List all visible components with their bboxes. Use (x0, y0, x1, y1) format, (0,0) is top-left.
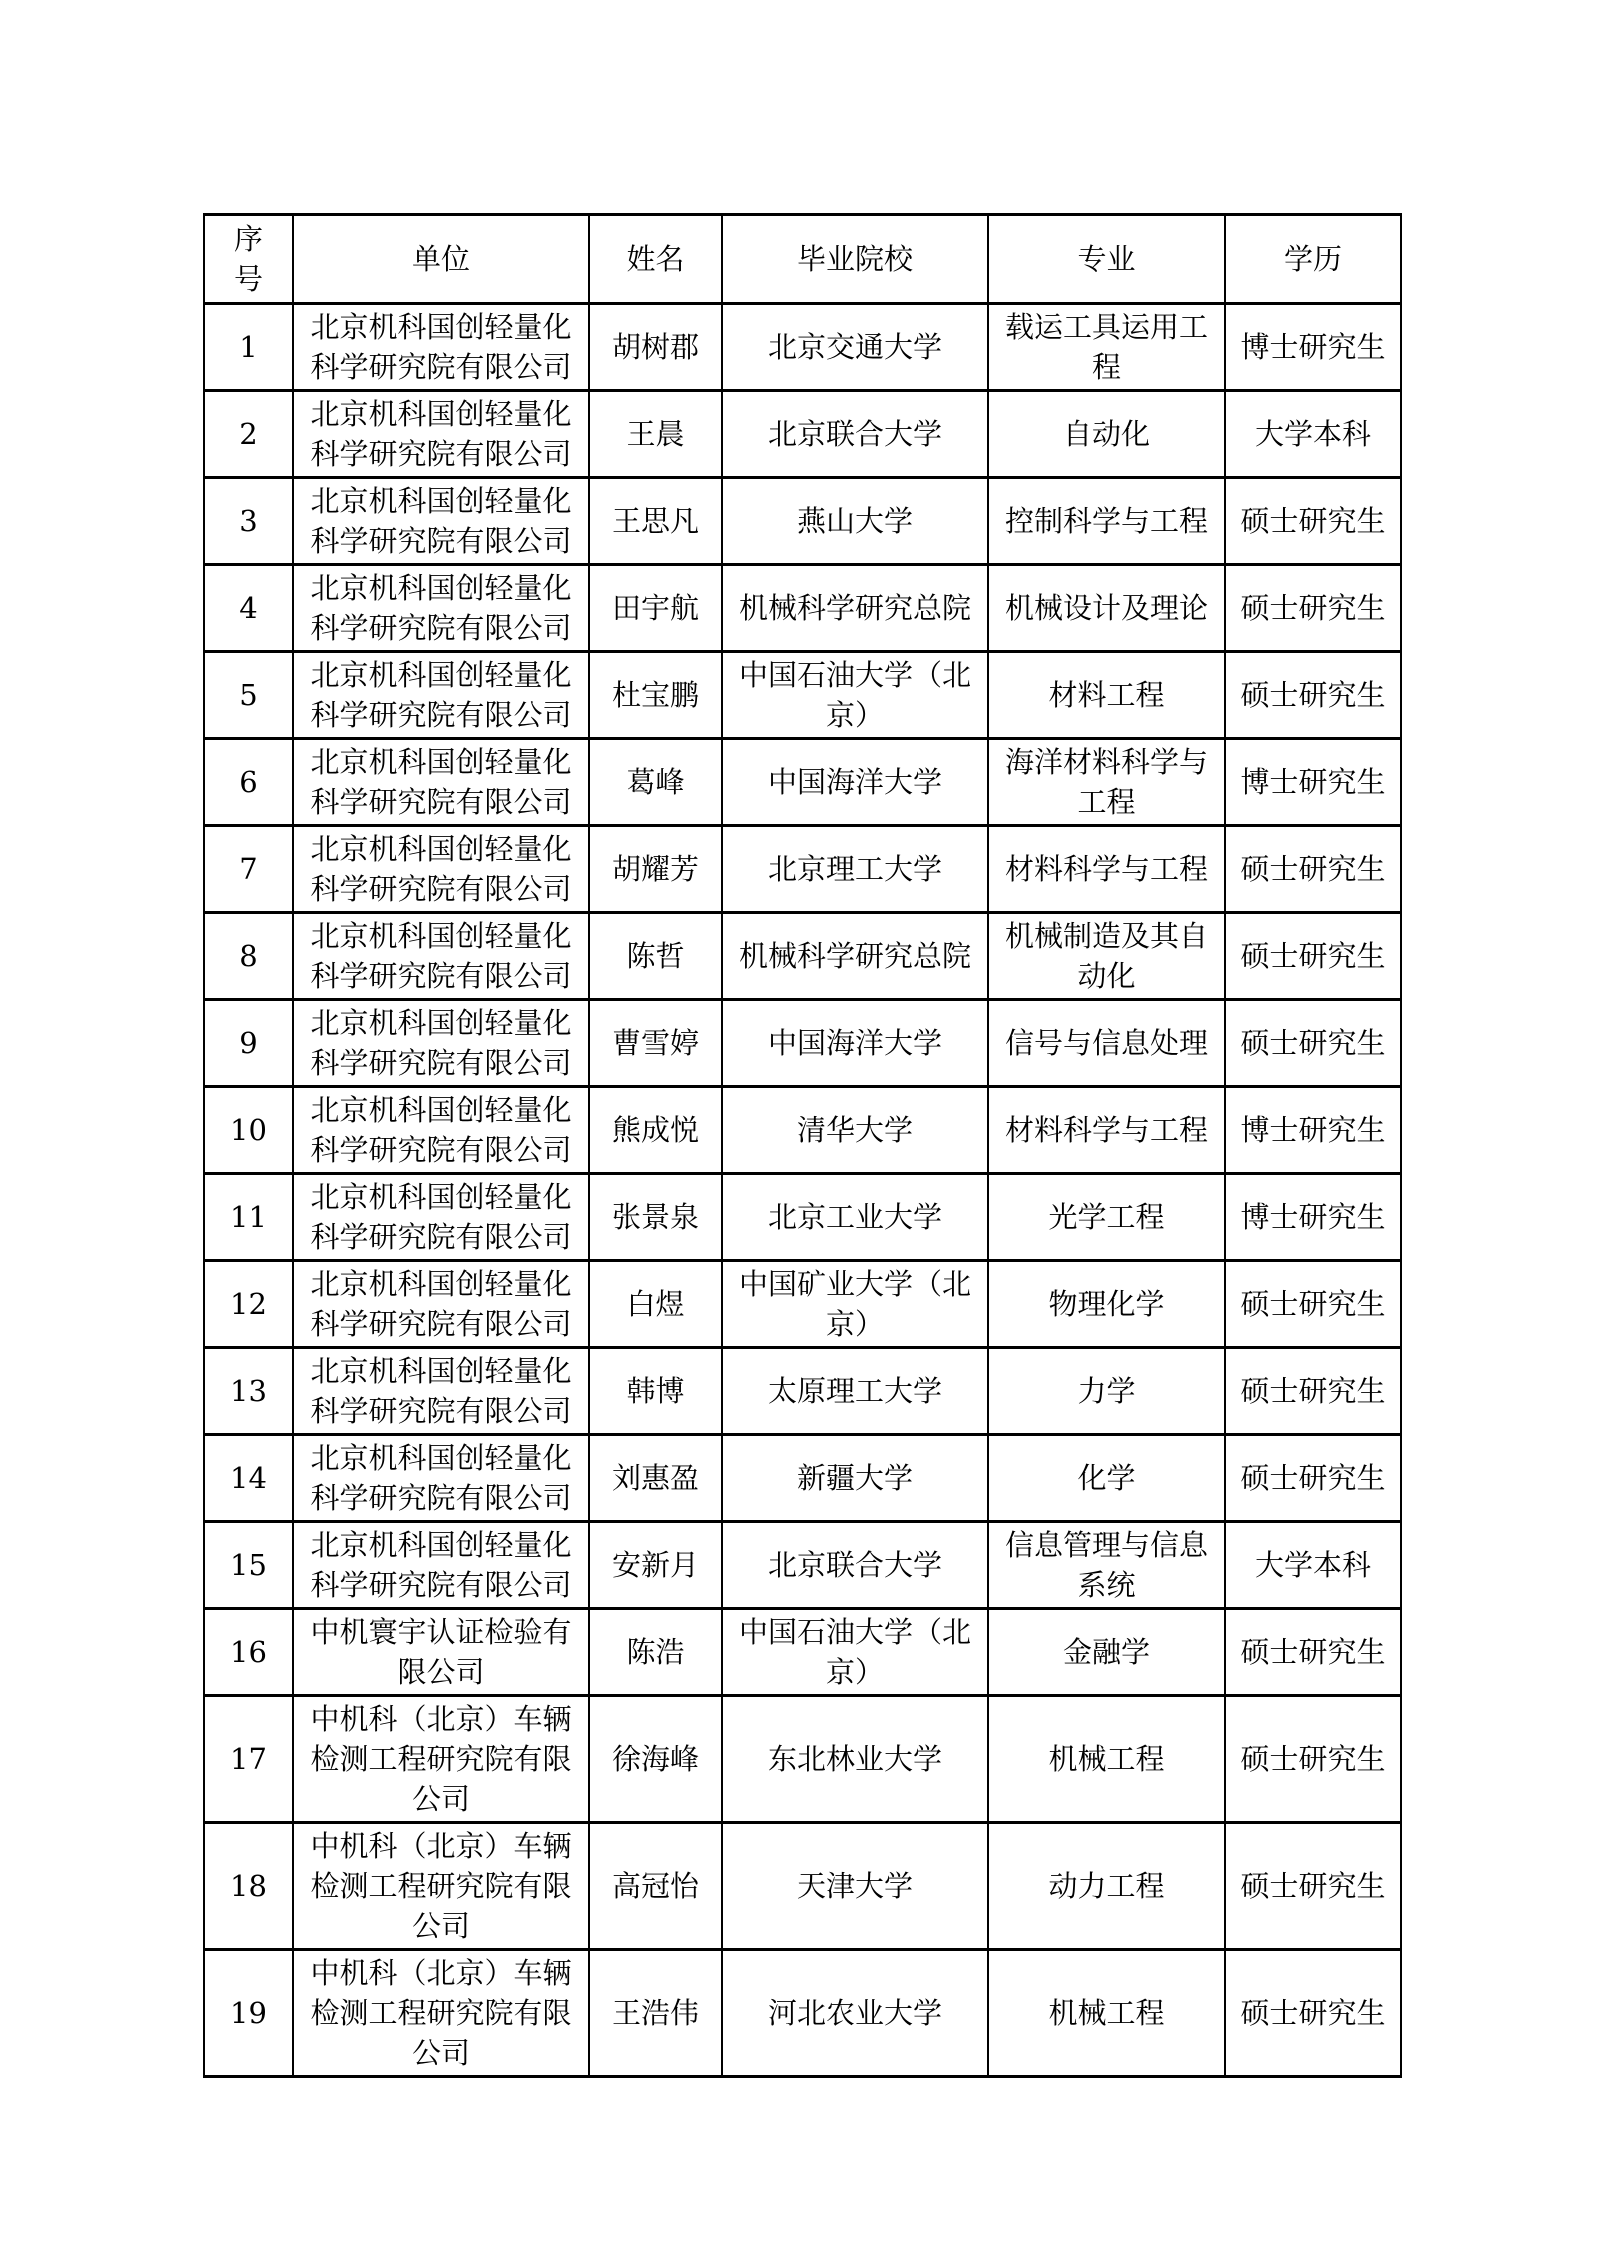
cell-serial-number: 8 (204, 913, 293, 1000)
cell-name: 胡耀芳 (589, 826, 722, 913)
cell-major: 信号与信息处理 (988, 1000, 1225, 1087)
cell-unit: 北京机科国创轻量化科学研究院有限公司 (293, 1522, 589, 1609)
table-row (204, 1522, 1401, 1609)
cell-serial-number: 19 (204, 1950, 293, 2077)
cell-unit: 北京机科国创轻量化科学研究院有限公司 (293, 478, 589, 565)
cell-degree: 大学本科 (1225, 391, 1401, 478)
col-header-serial-number-label: 序号 (233, 222, 263, 296)
cell-major: 海洋材料科学与工程 (988, 739, 1225, 826)
table-row (204, 1174, 1401, 1261)
cell-serial-number: 7 (204, 826, 293, 913)
cell-major: 材料科学与工程 (988, 1087, 1225, 1174)
col-header-major: 专业 (988, 215, 1225, 304)
cell-school: 北京交通大学 (722, 304, 988, 391)
cell-school: 东北林业大学 (722, 1696, 988, 1823)
cell-school: 北京工业大学 (722, 1174, 988, 1261)
col-header-degree: 学历 (1225, 215, 1401, 304)
cell-unit: 北京机科国创轻量化科学研究院有限公司 (293, 1087, 589, 1174)
table-row (204, 478, 1401, 565)
cell-unit: 北京机科国创轻量化科学研究院有限公司 (293, 913, 589, 1000)
cell-unit: 北京机科国创轻量化科学研究院有限公司 (293, 1174, 589, 1261)
cell-name: 韩博 (589, 1348, 722, 1435)
cell-unit: 北京机科国创轻量化科学研究院有限公司 (293, 826, 589, 913)
cell-school: 清华大学 (722, 1087, 988, 1174)
cell-degree: 博士研究生 (1225, 1174, 1401, 1261)
cell-school: 北京理工大学 (722, 826, 988, 913)
cell-name: 白煜 (589, 1261, 722, 1348)
cell-degree: 硕士研究生 (1225, 565, 1401, 652)
cell-major: 动力工程 (988, 1823, 1225, 1950)
table-row (204, 652, 1401, 739)
cell-serial-number: 2 (204, 391, 293, 478)
cell-major: 金融学 (988, 1609, 1225, 1696)
cell-degree: 硕士研究生 (1225, 1261, 1401, 1348)
cell-serial-number: 12 (204, 1261, 293, 1348)
cell-name: 王浩伟 (589, 1950, 722, 2077)
cell-degree: 大学本科 (1225, 1522, 1401, 1609)
cell-name: 刘惠盈 (589, 1435, 722, 1522)
table-row (204, 739, 1401, 826)
cell-degree: 博士研究生 (1225, 1087, 1401, 1174)
col-header-school: 毕业院校 (722, 215, 988, 304)
cell-unit: 北京机科国创轻量化科学研究院有限公司 (293, 304, 589, 391)
cell-major: 力学 (988, 1348, 1225, 1435)
table-row (204, 1823, 1401, 1950)
cell-major: 机械设计及理论 (988, 565, 1225, 652)
cell-school: 燕山大学 (722, 478, 988, 565)
cell-name: 陈哲 (589, 913, 722, 1000)
cell-unit: 北京机科国创轻量化科学研究院有限公司 (293, 1000, 589, 1087)
cell-school: 中国石油大学（北京） (722, 1609, 988, 1696)
table-row (204, 1950, 1401, 2077)
cell-major: 化学 (988, 1435, 1225, 1522)
cell-serial-number: 10 (204, 1087, 293, 1174)
col-header-name: 姓名 (589, 215, 722, 304)
table-row (204, 565, 1401, 652)
cell-serial-number: 16 (204, 1609, 293, 1696)
cell-serial-number: 17 (204, 1696, 293, 1823)
cell-serial-number: 13 (204, 1348, 293, 1435)
cell-unit: 北京机科国创轻量化科学研究院有限公司 (293, 652, 589, 739)
cell-name: 杜宝鹏 (589, 652, 722, 739)
cell-school: 中国海洋大学 (722, 1000, 988, 1087)
cell-name: 王思凡 (589, 478, 722, 565)
cell-unit: 北京机科国创轻量化科学研究院有限公司 (293, 1435, 589, 1522)
table-row (204, 1609, 1401, 1696)
cell-unit: 北京机科国创轻量化科学研究院有限公司 (293, 391, 589, 478)
cell-name: 张景泉 (589, 1174, 722, 1261)
cell-school: 中国海洋大学 (722, 739, 988, 826)
cell-degree: 硕士研究生 (1225, 478, 1401, 565)
cell-major: 材料工程 (988, 652, 1225, 739)
cell-name: 安新月 (589, 1522, 722, 1609)
cell-degree: 硕士研究生 (1225, 1348, 1401, 1435)
cell-major: 控制科学与工程 (988, 478, 1225, 565)
cell-serial-number: 11 (204, 1174, 293, 1261)
table-row (204, 1435, 1401, 1522)
cell-serial-number: 5 (204, 652, 293, 739)
col-header-unit: 单位 (293, 215, 589, 304)
cell-school: 中国石油大学（北京） (722, 652, 988, 739)
cell-serial-number: 1 (204, 304, 293, 391)
cell-major: 机械工程 (988, 1696, 1225, 1823)
cell-unit: 北京机科国创轻量化科学研究院有限公司 (293, 1348, 589, 1435)
cell-unit: 北京机科国创轻量化科学研究院有限公司 (293, 739, 589, 826)
table-row (204, 1087, 1401, 1174)
cell-major: 机械工程 (988, 1950, 1225, 2077)
cell-unit: 北京机科国创轻量化科学研究院有限公司 (293, 565, 589, 652)
cell-school: 中国矿业大学（北京） (722, 1261, 988, 1348)
cell-unit: 中机寰宇认证检验有限公司 (293, 1609, 589, 1696)
cell-major: 机械制造及其自动化 (988, 913, 1225, 1000)
cell-serial-number: 14 (204, 1435, 293, 1522)
cell-name: 葛峰 (589, 739, 722, 826)
cell-major: 载运工具运用工程 (988, 304, 1225, 391)
personnel-roster-table (203, 213, 1402, 2078)
cell-degree: 博士研究生 (1225, 304, 1401, 391)
cell-name: 陈浩 (589, 1609, 722, 1696)
cell-name: 熊成悦 (589, 1087, 722, 1174)
header-row (204, 215, 1401, 304)
cell-degree: 博士研究生 (1225, 739, 1401, 826)
cell-school: 北京联合大学 (722, 391, 988, 478)
cell-unit: 中机科（北京）车辆检测工程研究院有限公司 (293, 1823, 589, 1950)
cell-school: 机械科学研究总院 (722, 913, 988, 1000)
cell-major: 物理化学 (988, 1261, 1225, 1348)
cell-major: 光学工程 (988, 1174, 1225, 1261)
col-header-serial-number (204, 215, 293, 304)
cell-degree: 硕士研究生 (1225, 913, 1401, 1000)
cell-unit: 北京机科国创轻量化科学研究院有限公司 (293, 1261, 589, 1348)
cell-major: 自动化 (988, 391, 1225, 478)
cell-school: 机械科学研究总院 (722, 565, 988, 652)
cell-name: 高冠怡 (589, 1823, 722, 1950)
table-row (204, 1000, 1401, 1087)
cell-school: 新疆大学 (722, 1435, 988, 1522)
cell-serial-number: 15 (204, 1522, 293, 1609)
cell-degree: 硕士研究生 (1225, 1950, 1401, 2077)
cell-name: 王晨 (589, 391, 722, 478)
cell-serial-number: 9 (204, 1000, 293, 1087)
cell-serial-number: 3 (204, 478, 293, 565)
cell-school: 河北农业大学 (722, 1950, 988, 2077)
cell-name: 田宇航 (589, 565, 722, 652)
cell-school: 北京联合大学 (722, 1522, 988, 1609)
cell-degree: 硕士研究生 (1225, 1435, 1401, 1522)
table-row (204, 826, 1401, 913)
cell-serial-number: 4 (204, 565, 293, 652)
cell-degree: 硕士研究生 (1225, 1000, 1401, 1087)
cell-unit: 中机科（北京）车辆检测工程研究院有限公司 (293, 1696, 589, 1823)
cell-degree: 硕士研究生 (1225, 1823, 1401, 1950)
cell-serial-number: 6 (204, 739, 293, 826)
cell-name: 曹雪婷 (589, 1000, 722, 1087)
table-row (204, 1696, 1401, 1823)
cell-serial-number: 18 (204, 1823, 293, 1950)
table-row (204, 1261, 1401, 1348)
cell-degree: 硕士研究生 (1225, 1696, 1401, 1823)
cell-name: 胡树郡 (589, 304, 722, 391)
cell-degree: 硕士研究生 (1225, 652, 1401, 739)
cell-school: 天津大学 (722, 1823, 988, 1950)
cell-name: 徐海峰 (589, 1696, 722, 1823)
table-row (204, 1348, 1401, 1435)
cell-school: 太原理工大学 (722, 1348, 988, 1435)
cell-degree: 硕士研究生 (1225, 1609, 1401, 1696)
cell-major: 材料科学与工程 (988, 826, 1225, 913)
cell-major: 信息管理与信息系统 (988, 1522, 1225, 1609)
table-row (204, 304, 1401, 391)
cell-unit: 中机科（北京）车辆检测工程研究院有限公司 (293, 1950, 589, 2077)
table-row (204, 913, 1401, 1000)
cell-degree: 硕士研究生 (1225, 826, 1401, 913)
table-row (204, 391, 1401, 478)
